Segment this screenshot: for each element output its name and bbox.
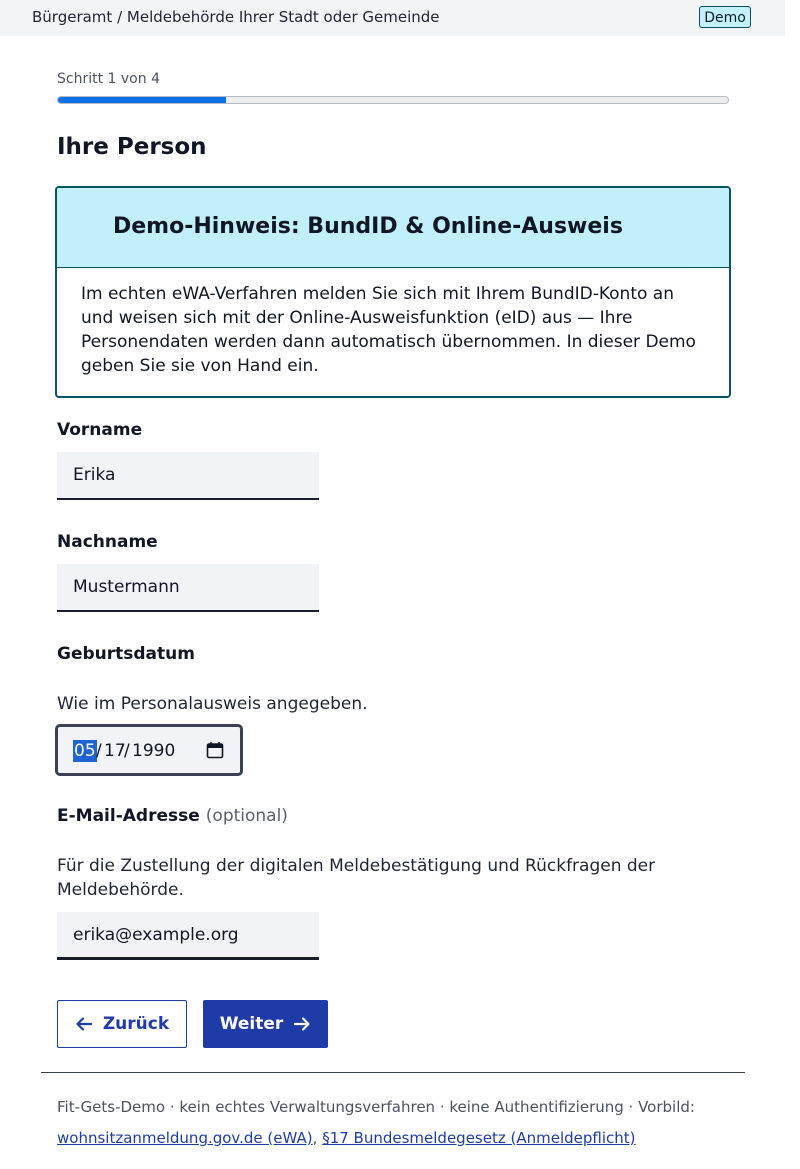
demo-badge: Demo bbox=[699, 6, 751, 28]
page-title: Ihre Person bbox=[57, 134, 207, 160]
top-bar bbox=[0, 0, 785, 36]
back-button[interactable] bbox=[57, 1000, 187, 1048]
email-hint: Für die Zustellung der digitalen Meldebestätigung und Rückfragen der Meldebehörde. bbox=[57, 856, 656, 900]
last-name-label: Nachname bbox=[57, 532, 158, 552]
optional-tag: (optional) bbox=[205, 806, 288, 826]
date-month-segment[interactable]: 05 bbox=[74, 741, 96, 761]
last-name-input[interactable] bbox=[57, 564, 319, 612]
email-input[interactable] bbox=[57, 912, 319, 960]
birth-date-input[interactable] bbox=[55, 724, 243, 776]
footer-text: Fit-Gets-Demo · kein echtes Verwaltungsverfahren · keine Authentifizierung · Vorbild: bbox=[57, 1098, 695, 1116]
email-label-text: E-Mail-Adresse bbox=[57, 806, 200, 826]
calendar-icon[interactable] bbox=[206, 741, 224, 759]
first-name-label: Vorname bbox=[57, 420, 143, 440]
demo-notice bbox=[55, 186, 731, 398]
breadcrumb: Bürgeramt / Meldebehörde Ihrer Stadt oder Gemeinde bbox=[32, 8, 440, 26]
progress-bar bbox=[57, 96, 729, 104]
arrow-left-icon bbox=[75, 1015, 93, 1033]
bmg-link[interactable]: §17 Bundesmeldegesetz (Anmeldepflicht) bbox=[322, 1129, 636, 1147]
date-year-segment[interactable]: 1990 bbox=[132, 741, 176, 761]
birth-date-label: Geburtsdatum bbox=[57, 644, 195, 664]
footer-divider bbox=[41, 1072, 745, 1073]
email-label bbox=[57, 806, 288, 826]
date-day-segment[interactable]: 17 bbox=[104, 741, 126, 761]
back-button-label: Zurück bbox=[102, 1014, 170, 1034]
first-name-input[interactable] bbox=[57, 452, 319, 500]
footer-separator: , bbox=[312, 1129, 318, 1147]
footer-links bbox=[57, 1129, 636, 1147]
next-button-label: Weiter bbox=[219, 1014, 284, 1034]
ewa-link[interactable]: wohnsitzanmeldung.gov.de (eWA) bbox=[57, 1129, 313, 1147]
birth-date-hint: Wie im Personalausweis angegeben. bbox=[57, 694, 368, 714]
notice-header bbox=[57, 188, 729, 268]
next-button[interactable] bbox=[203, 1000, 328, 1048]
arrow-right-icon bbox=[293, 1015, 311, 1033]
notice-title: Demo-Hinweis: BundID & Online-Ausweis bbox=[113, 214, 623, 239]
date-separator: / bbox=[96, 741, 102, 761]
notice-body: Im echten eWA-Verfahren melden Sie sich mit Ihrem BundID-Konto an und weisen sich mit der Online-Ausweisfunktion (eID) aus — Ihre Personendaten werden dann automatisch übernommen. In dieser Demo geben Sie sie von Hand ein. bbox=[81, 284, 696, 376]
step-label: Schritt 1 von 4 bbox=[57, 71, 160, 87]
progress-fill bbox=[58, 97, 226, 103]
date-separator: / bbox=[124, 741, 130, 761]
